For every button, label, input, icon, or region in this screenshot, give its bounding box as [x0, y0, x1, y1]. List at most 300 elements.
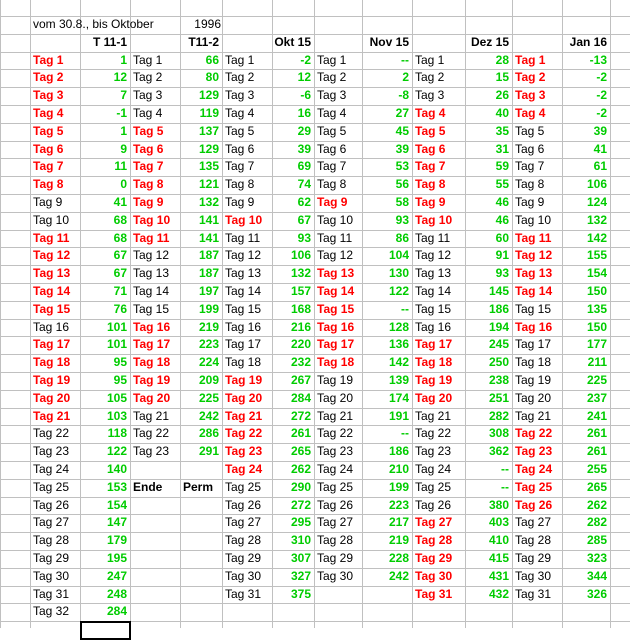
row-value[interactable]: 101: [106, 337, 127, 351]
row-label[interactable]: Tag 3: [33, 88, 64, 102]
row-label[interactable]: Tag 31: [33, 587, 70, 601]
row-value[interactable]: 105: [106, 391, 127, 405]
row-value[interactable]: 415: [488, 551, 509, 565]
row-value[interactable]: 41: [593, 142, 607, 156]
row-label[interactable]: Tag 31: [515, 587, 552, 601]
row-value[interactable]: 248: [106, 587, 127, 601]
row-value[interactable]: 177: [586, 337, 607, 351]
row-value[interactable]: 93: [495, 266, 509, 280]
row-value[interactable]: 129: [198, 142, 219, 156]
row-label[interactable]: Tag 17: [317, 337, 355, 351]
row-value[interactable]: 53: [395, 159, 409, 173]
row-label[interactable]: Tag 28: [415, 533, 453, 547]
row-label[interactable]: Tag 6: [33, 142, 64, 156]
row-label[interactable]: Tag 15: [225, 302, 262, 316]
row-label[interactable]: Tag 1: [225, 53, 255, 67]
row-value[interactable]: 132: [198, 195, 219, 209]
row-label[interactable]: Tag 12: [415, 248, 452, 262]
row-label[interactable]: Tag 19: [33, 373, 71, 387]
row-value[interactable]: 71: [113, 284, 127, 298]
row-value[interactable]: 28: [495, 53, 509, 67]
row-value[interactable]: 295: [290, 515, 311, 529]
row-value[interactable]: 228: [388, 551, 409, 565]
row-label[interactable]: Tag 22: [33, 426, 70, 440]
row-label[interactable]: Tag 2: [225, 70, 255, 84]
row-value[interactable]: 122: [106, 444, 127, 458]
row-value[interactable]: 45: [395, 124, 409, 138]
row-label[interactable]: Tag 28: [317, 533, 354, 547]
row-value[interactable]: 237: [586, 391, 607, 405]
row-label[interactable]: Tag 16: [317, 320, 355, 334]
row-value[interactable]: 199: [388, 480, 409, 494]
row-label[interactable]: Tag 7: [33, 159, 64, 173]
row-value[interactable]: 141: [198, 213, 219, 227]
row-value[interactable]: --: [401, 302, 409, 316]
row-label[interactable]: Tag 24: [225, 462, 263, 476]
row-label[interactable]: Tag 21: [225, 409, 263, 423]
row-value[interactable]: 1: [120, 124, 127, 138]
row-label[interactable]: Tag 23: [133, 444, 170, 458]
row-label[interactable]: Tag 29: [515, 551, 552, 565]
row-label[interactable]: Tag 25: [317, 480, 354, 494]
row-value[interactable]: 225: [586, 373, 607, 387]
row-value[interactable]: -2: [300, 53, 311, 67]
row-label[interactable]: Tag 14: [133, 284, 170, 298]
row-label[interactable]: Tag 17: [133, 337, 171, 351]
row-label[interactable]: Tag 11: [33, 231, 70, 245]
row-value[interactable]: 432: [488, 587, 509, 601]
row-label[interactable]: Tag 3: [133, 88, 163, 102]
row-label[interactable]: Tag 5: [515, 124, 545, 138]
row-value[interactable]: 195: [106, 551, 127, 565]
row-label[interactable]: Tag 27: [515, 515, 552, 529]
row-label[interactable]: Tag 15: [133, 302, 170, 316]
row-label[interactable]: Tag 8: [415, 177, 446, 191]
row-value[interactable]: 15: [495, 70, 509, 84]
row-value[interactable]: 9: [120, 142, 127, 156]
row-label[interactable]: Tag 4: [33, 106, 64, 120]
row-value[interactable]: 153: [106, 480, 127, 494]
title-text[interactable]: vom 30.8., bis Oktober: [33, 17, 154, 31]
row-value[interactable]: 118: [107, 426, 127, 440]
row-label[interactable]: Tag 6: [415, 142, 446, 156]
row-value[interactable]: --: [401, 426, 409, 440]
row-label[interactable]: Tag 26: [33, 498, 70, 512]
row-value[interactable]: 56: [395, 177, 409, 191]
row-label[interactable]: Tag 22: [133, 426, 170, 440]
row-label[interactable]: Tag 15: [515, 302, 552, 316]
row-value[interactable]: 55: [495, 177, 509, 191]
row-label[interactable]: Tag 1: [415, 53, 445, 67]
row-label[interactable]: Tag 26: [317, 498, 354, 512]
row-label[interactable]: Tag 24: [515, 462, 553, 476]
row-label[interactable]: Tag 4: [133, 106, 163, 120]
row-value[interactable]: -1: [116, 106, 127, 120]
row-value[interactable]: 140: [106, 462, 127, 476]
row-value[interactable]: 135: [586, 302, 607, 316]
row-value[interactable]: 142: [586, 231, 607, 245]
row-value[interactable]: 27: [395, 106, 409, 120]
column-header[interactable]: Dez 15: [470, 35, 509, 49]
row-value[interactable]: 154: [586, 266, 607, 280]
row-label[interactable]: Tag 8: [225, 177, 255, 191]
row-label[interactable]: Tag 17: [225, 337, 262, 351]
row-label[interactable]: Tag 1: [133, 53, 163, 67]
row-value[interactable]: 261: [586, 426, 607, 440]
row-label[interactable]: Tag 19: [515, 373, 552, 387]
row-value[interactable]: 179: [106, 533, 127, 547]
row-value[interactable]: 187: [198, 248, 219, 262]
row-label[interactable]: Tag 27: [33, 515, 70, 529]
row-value[interactable]: --: [401, 53, 409, 67]
row-label[interactable]: Tag 1: [317, 53, 347, 67]
row-label[interactable]: Tag 16: [133, 320, 171, 334]
row-label[interactable]: Tag 14: [415, 284, 452, 298]
row-label[interactable]: Tag 13: [133, 266, 170, 280]
row-value[interactable]: 93: [395, 213, 409, 227]
selected-cell[interactable]: [80, 621, 131, 640]
row-label[interactable]: Tag 22: [515, 426, 553, 440]
row-label[interactable]: Tag 7: [515, 159, 545, 173]
row-label[interactable]: Tag 1: [515, 53, 546, 67]
row-label[interactable]: Tag 23: [415, 444, 452, 458]
row-label[interactable]: Tag 25: [33, 480, 70, 494]
row-value[interactable]: 130: [388, 266, 409, 280]
row-label[interactable]: Tag 18: [515, 355, 552, 369]
row-value[interactable]: 403: [488, 515, 509, 529]
row-label[interactable]: Tag 6: [133, 142, 164, 156]
row-value[interactable]: 95: [113, 355, 127, 369]
row-label[interactable]: Tag 13: [225, 266, 262, 280]
row-value[interactable]: --: [501, 480, 509, 494]
row-label[interactable]: Tag 7: [317, 159, 347, 173]
row-value[interactable]: 2: [402, 70, 409, 84]
row-label[interactable]: Tag 5: [33, 124, 64, 138]
row-label[interactable]: Tag 4: [225, 106, 255, 120]
row-label[interactable]: Tag 2: [317, 70, 347, 84]
row-label[interactable]: Tag 15: [415, 302, 452, 316]
row-value[interactable]: 344: [586, 569, 607, 583]
row-label[interactable]: Tag 23: [33, 444, 70, 458]
row-value[interactable]: 232: [290, 355, 311, 369]
row-label[interactable]: Tag 10: [225, 213, 263, 227]
row-label[interactable]: Tag 20: [33, 391, 71, 405]
row-label[interactable]: Tag 21: [33, 409, 71, 423]
row-label[interactable]: Tag 10: [415, 213, 453, 227]
row-label[interactable]: Tag 19: [317, 373, 354, 387]
row-value[interactable]: 80: [205, 70, 219, 84]
row-value[interactable]: -2: [596, 70, 607, 84]
row-value[interactable]: 282: [586, 515, 607, 529]
row-value[interactable]: 46: [495, 213, 509, 227]
row-value[interactable]: 132: [586, 213, 607, 227]
row-value[interactable]: 197: [198, 284, 219, 298]
row-label[interactable]: Tag 28: [515, 533, 552, 547]
row-label[interactable]: Tag 9: [317, 195, 348, 209]
row-value[interactable]: 68: [113, 213, 127, 227]
row-label[interactable]: Tag 10: [33, 213, 70, 227]
row-value[interactable]: 137: [198, 124, 219, 138]
row-label[interactable]: Tag 30: [225, 569, 262, 583]
row-value[interactable]: 186: [488, 302, 509, 316]
row-value[interactable]: 286: [198, 426, 219, 440]
row-label[interactable]: Tag 13: [515, 266, 553, 280]
row-value[interactable]: 272: [290, 498, 311, 512]
row-label[interactable]: Tag 12: [317, 248, 354, 262]
row-label[interactable]: Tag 8: [33, 177, 64, 191]
row-label[interactable]: Tag 25: [225, 480, 262, 494]
row-label[interactable]: Tag 27: [415, 515, 453, 529]
column-header[interactable]: T 11-1: [92, 35, 127, 49]
row-value[interactable]: 308: [488, 426, 509, 440]
row-value[interactable]: 410: [488, 533, 509, 547]
row-value[interactable]: 241: [586, 409, 607, 423]
row-value[interactable]: 168: [290, 302, 311, 316]
row-value[interactable]: 194: [488, 320, 509, 334]
row-value[interactable]: 93: [297, 231, 311, 245]
row-value[interactable]: 261: [290, 426, 311, 440]
title-year[interactable]: 1996: [194, 17, 221, 31]
row-label[interactable]: Tag 30: [415, 569, 453, 583]
row-label[interactable]: Tag 22: [225, 426, 263, 440]
row-label[interactable]: Tag 20: [133, 391, 171, 405]
row-label[interactable]: Tag 15: [317, 302, 355, 316]
row-value[interactable]: 261: [586, 444, 607, 458]
row-value[interactable]: 11: [114, 159, 127, 173]
row-label[interactable]: Tag 23: [515, 444, 553, 458]
row-label[interactable]: Tag 24: [33, 462, 70, 476]
row-value[interactable]: 101: [106, 320, 127, 334]
row-value[interactable]: 267: [290, 373, 311, 387]
row-label[interactable]: Tag 4: [317, 106, 347, 120]
row-label[interactable]: Tag 27: [225, 515, 262, 529]
row-label[interactable]: Tag 26: [515, 498, 553, 512]
row-value[interactable]: 242: [388, 569, 409, 583]
row-label[interactable]: Tag 4: [415, 106, 446, 120]
row-value[interactable]: 262: [586, 498, 607, 512]
row-value[interactable]: 220: [290, 337, 311, 351]
row-label[interactable]: Tag 22: [317, 426, 354, 440]
row-value[interactable]: 155: [586, 248, 607, 262]
row-label[interactable]: Tag 7: [225, 159, 255, 173]
row-value[interactable]: 245: [488, 337, 509, 351]
row-label[interactable]: Tag 14: [317, 284, 355, 298]
row-value[interactable]: 40: [495, 106, 509, 120]
row-value[interactable]: 46: [495, 195, 509, 209]
row-label[interactable]: Tag 17: [415, 337, 453, 351]
row-label[interactable]: Tag 2: [133, 70, 163, 84]
row-value[interactable]: 209: [198, 373, 219, 387]
row-value[interactable]: 12: [297, 70, 311, 84]
row-label[interactable]: Tag 4: [515, 106, 546, 120]
row-label[interactable]: Tag 12: [33, 248, 71, 262]
row-label[interactable]: Tag 18: [225, 355, 262, 369]
row-value[interactable]: 247: [106, 569, 127, 583]
row-value[interactable]: 142: [388, 355, 409, 369]
row-label[interactable]: Tag 30: [317, 569, 354, 583]
row-label[interactable]: Tag 3: [515, 88, 546, 102]
row-label[interactable]: Tag 16: [515, 320, 553, 334]
row-label[interactable]: Tag 19: [133, 373, 171, 387]
row-value[interactable]: --: [501, 462, 509, 476]
row-label[interactable]: Tag 2: [33, 70, 64, 84]
row-label[interactable]: Tag 13: [415, 266, 452, 280]
row-value[interactable]: 31: [495, 142, 509, 156]
row-value[interactable]: 210: [388, 462, 409, 476]
row-label[interactable]: Tag 12: [515, 248, 553, 262]
row-value[interactable]: 129: [198, 88, 219, 102]
row-value[interactable]: 26: [495, 88, 509, 102]
row-value[interactable]: 219: [388, 533, 409, 547]
row-value[interactable]: 68: [113, 231, 127, 245]
row-value[interactable]: 67: [113, 248, 127, 262]
row-label[interactable]: Tag 28: [33, 533, 70, 547]
row-label[interactable]: Tag 17: [515, 337, 552, 351]
row-label[interactable]: Tag 30: [33, 569, 70, 583]
row-value[interactable]: 29: [297, 124, 311, 138]
row-label[interactable]: Tag 11: [415, 231, 451, 245]
row-value[interactable]: -13: [589, 53, 607, 67]
row-value[interactable]: 290: [290, 480, 311, 494]
row-label[interactable]: Tag 20: [317, 391, 354, 405]
row-label[interactable]: Tag 11: [317, 231, 353, 245]
row-label[interactable]: Tag 15: [33, 302, 71, 316]
row-value[interactable]: 217: [388, 515, 409, 529]
row-value[interactable]: 265: [586, 480, 607, 494]
row-label[interactable]: Tag 21: [317, 409, 354, 423]
row-value[interactable]: 139: [388, 373, 409, 387]
row-value[interactable]: 124: [586, 195, 607, 209]
row-label[interactable]: Tag 5: [317, 124, 347, 138]
row-value[interactable]: 136: [388, 337, 409, 351]
row-label[interactable]: Tag 23: [317, 444, 354, 458]
row-value[interactable]: 119: [199, 106, 219, 120]
row-label[interactable]: Tag 5: [415, 124, 446, 138]
row-label[interactable]: Tag 11: [133, 231, 170, 245]
row-value[interactable]: 154: [106, 498, 127, 512]
row-label[interactable]: Tag 24: [415, 462, 452, 476]
row-label[interactable]: Tag 29: [317, 551, 354, 565]
row-value[interactable]: 135: [198, 159, 219, 173]
row-label[interactable]: Tag 8: [133, 177, 164, 191]
row-label[interactable]: Tag 25: [415, 480, 452, 494]
row-value[interactable]: 242: [198, 409, 219, 423]
row-label[interactable]: Tag 31: [415, 587, 453, 601]
row-label[interactable]: Tag 16: [225, 320, 262, 334]
row-value[interactable]: 199: [198, 302, 219, 316]
row-label[interactable]: Tag 1: [33, 53, 64, 67]
row-label[interactable]: Tag 22: [415, 426, 452, 440]
row-value[interactable]: 16: [297, 106, 311, 120]
row-value[interactable]: 104: [388, 248, 409, 262]
row-value[interactable]: 12: [113, 70, 127, 84]
row-value[interactable]: 66: [205, 53, 219, 67]
row-value[interactable]: 7: [120, 88, 127, 102]
row-label[interactable]: Tag 29: [225, 551, 262, 565]
row-value[interactable]: 59: [495, 159, 509, 173]
row-value[interactable]: 61: [593, 159, 607, 173]
row-value[interactable]: 150: [586, 320, 607, 334]
row-label[interactable]: Tag 11: [515, 231, 552, 245]
row-label[interactable]: Tag 7: [133, 159, 164, 173]
column-header[interactable]: Nov 15: [369, 35, 409, 49]
row-label[interactable]: Tag 9: [415, 195, 446, 209]
column-header[interactable]: Jan 16: [569, 35, 607, 49]
row-value[interactable]: 187: [198, 266, 219, 280]
row-label[interactable]: Tag 19: [225, 373, 263, 387]
row-value[interactable]: 150: [586, 284, 607, 298]
row-label[interactable]: Tag 9: [33, 195, 63, 209]
row-value[interactable]: 106: [290, 248, 311, 262]
row-value[interactable]: 67: [113, 266, 127, 280]
row-value[interactable]: 223: [198, 337, 219, 351]
row-value[interactable]: 238: [488, 373, 509, 387]
row-label[interactable]: Tag 10: [515, 213, 552, 227]
row-value[interactable]: -2: [596, 88, 607, 102]
row-label[interactable]: Tag 14: [33, 284, 71, 298]
row-label[interactable]: Tag 3: [225, 88, 255, 102]
row-label[interactable]: Tag 9: [515, 195, 545, 209]
row-label[interactable]: Tag 27: [317, 515, 354, 529]
row-value[interactable]: 132: [290, 266, 311, 280]
row-label[interactable]: Tag 11: [225, 231, 261, 245]
row-value[interactable]: 145: [488, 284, 509, 298]
row-label[interactable]: Tag 6: [225, 142, 255, 156]
row-value[interactable]: 141: [198, 231, 219, 245]
row-value[interactable]: 39: [297, 142, 311, 156]
row-label[interactable]: Tag 26: [225, 498, 262, 512]
row-value[interactable]: 251: [488, 391, 509, 405]
row-label[interactable]: Tag 13: [33, 266, 71, 280]
row-value[interactable]: 106: [586, 177, 607, 191]
row-value[interactable]: 67: [297, 213, 311, 227]
row-value[interactable]: 211: [587, 355, 607, 369]
row-value[interactable]: 147: [106, 515, 127, 529]
row-label[interactable]: Tag 14: [515, 284, 553, 298]
row-value[interactable]: 174: [388, 391, 409, 405]
row-label[interactable]: Tag 9: [133, 195, 164, 209]
row-label[interactable]: Tag 14: [225, 284, 262, 298]
row-value[interactable]: 223: [388, 498, 409, 512]
row-label[interactable]: Tag 20: [415, 391, 453, 405]
row-label[interactable]: Tag 18: [33, 355, 71, 369]
row-label[interactable]: Tag 10: [133, 213, 171, 227]
row-value[interactable]: 41: [113, 195, 127, 209]
row-label[interactable]: Tag 25: [515, 480, 553, 494]
row-value[interactable]: 284: [290, 391, 311, 405]
row-value[interactable]: 0: [120, 177, 127, 191]
row-value[interactable]: 39: [593, 124, 607, 138]
row-label[interactable]: Tag 21: [415, 409, 452, 423]
row-value[interactable]: 431: [488, 569, 509, 583]
row-value[interactable]: 285: [586, 533, 607, 547]
row-value[interactable]: 122: [388, 284, 409, 298]
row-value[interactable]: 95: [113, 373, 127, 387]
column-header[interactable]: Okt 15: [274, 35, 311, 49]
row-value[interactable]: 216: [290, 320, 311, 334]
row-label[interactable]: Tag 20: [515, 391, 552, 405]
row-label[interactable]: Tag 21: [515, 409, 552, 423]
row-label[interactable]: Tag 6: [515, 142, 545, 156]
row-label[interactable]: Tag 21: [133, 409, 170, 423]
row-label[interactable]: Tag 7: [415, 159, 446, 173]
row-value[interactable]: 255: [586, 462, 607, 476]
row-value[interactable]: -8: [398, 88, 409, 102]
row-value[interactable]: 60: [495, 231, 509, 245]
row-value[interactable]: 74: [297, 177, 311, 191]
row-label[interactable]: Tag 2: [415, 70, 445, 84]
row-value[interactable]: 186: [388, 444, 409, 458]
